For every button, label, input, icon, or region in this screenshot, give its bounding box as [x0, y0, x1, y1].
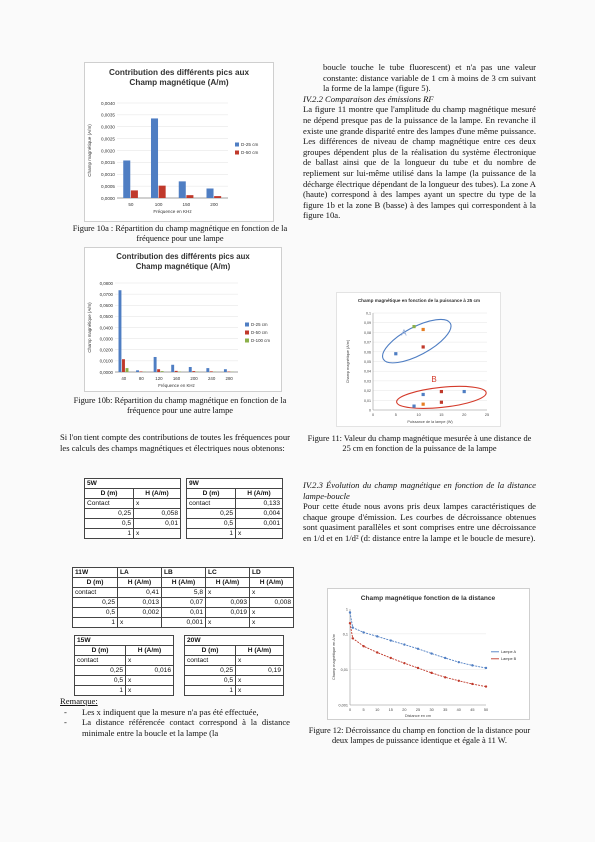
- data-point: [403, 662, 405, 664]
- x-axis-label: Fréquence en KHz: [153, 209, 192, 214]
- table-cell: 0,5: [73, 608, 118, 618]
- table-15w: [74, 635, 174, 696]
- table-cell: 0,25: [85, 509, 134, 519]
- x-tick-label: 5: [362, 708, 365, 712]
- x-tick-label: 50: [128, 202, 134, 207]
- legend-label: Lampe A: [501, 650, 516, 654]
- y-tick-label: 0,1: [366, 311, 371, 316]
- table-cell: x: [206, 588, 250, 598]
- y-tick-label: 0,07: [364, 340, 371, 345]
- data-point: [471, 683, 473, 685]
- y-tick-label: 0,1: [342, 632, 348, 637]
- legend-label: Lampe B: [501, 657, 517, 661]
- data-point: [390, 657, 392, 659]
- y-tick-label: 0,0000: [100, 195, 115, 201]
- table-cell: 1: [73, 618, 118, 628]
- x-tick-label: 240: [207, 376, 216, 381]
- col-header-h: H (A/m): [126, 646, 174, 656]
- y-axis-label: Champ magnétique (A/m): [87, 302, 92, 353]
- col-header-d: D (m): [75, 646, 126, 656]
- table-cell: x: [206, 618, 250, 628]
- y-tick-label: 0,0100: [99, 358, 113, 364]
- legend-swatch: [235, 151, 239, 155]
- figure-10b-svg: [85, 248, 281, 391]
- y-tick-label: 0,05: [364, 360, 371, 364]
- table-cell: 0,5: [85, 519, 134, 529]
- y-tick-label: 0,0030: [100, 124, 115, 130]
- bar: [140, 371, 143, 372]
- table-20w: [184, 635, 284, 696]
- table-11w: [72, 567, 294, 628]
- table-row: [75, 676, 174, 686]
- bar: [122, 359, 125, 372]
- x-tick-label: 35: [443, 708, 448, 712]
- table-cell: 0,093: [206, 598, 250, 608]
- bar: [179, 181, 186, 198]
- table-row: [85, 529, 181, 539]
- table-cell: x: [118, 618, 162, 628]
- data-point: [362, 645, 364, 647]
- chart-title-line: Champ magnétique (A/m): [129, 78, 229, 88]
- table-cell: 0,07: [162, 598, 206, 608]
- table-row: [85, 519, 181, 529]
- remark-block: [60, 696, 290, 738]
- col-header-d: D (m): [187, 489, 236, 499]
- x-tick-label: 15: [439, 413, 444, 417]
- table-cell: x: [250, 608, 294, 618]
- table-row: [185, 676, 284, 686]
- y-tick-label: 0,0040: [100, 100, 115, 106]
- table-row: [187, 509, 283, 519]
- bar: [192, 371, 195, 372]
- data-point: [412, 405, 415, 408]
- table-cell: 0,5: [75, 676, 126, 686]
- figure-12-caption: Figure 12: Décroissance du champ en fonction de la distance pour deux lampes de puissance identique et égale à 11 W.: [308, 726, 531, 746]
- data-point: [349, 622, 351, 624]
- y-tick-label: 0,02: [364, 389, 371, 394]
- table-cell: 1: [185, 686, 236, 696]
- bar: [189, 367, 192, 372]
- table-cell: 0,016: [126, 666, 174, 676]
- y-tick-label: 0,001: [338, 703, 348, 708]
- data-point: [471, 664, 473, 666]
- table-cell: x: [236, 676, 284, 686]
- x-tick-label: 20: [462, 413, 467, 417]
- data-point: [422, 393, 425, 396]
- bar: [214, 196, 221, 198]
- table-cell: 5,8: [162, 588, 206, 598]
- legend-label: D-50 cm: [251, 330, 268, 335]
- y-tick-label: 0,0300: [99, 336, 113, 342]
- region-a-ellipse: [377, 311, 457, 371]
- x-tick-label: 10: [416, 413, 421, 417]
- figure-11-caption: Figure 11: Valeur du champ magnétique mesurée à une distance de 25 cm en fonction de la puissance de la lampe: [307, 434, 532, 454]
- y-tick-label: 0,0600: [99, 303, 113, 309]
- intro-paragraph: Si l'on tient compte des contributions de toutes les fréquences pour les calculs des champs magnétiques et électriques nous obtenons:: [60, 432, 290, 453]
- chart-title: Champ magnétique en fonction de la puissance à 25 cm: [357, 298, 481, 303]
- y-tick-label: 0,0025: [100, 136, 115, 142]
- remark-list: [60, 707, 290, 739]
- table-cell: x: [126, 686, 174, 696]
- table-cell: x: [126, 656, 174, 666]
- table-cell: x: [134, 529, 181, 539]
- region-b-ellipse: [396, 383, 488, 412]
- legend-label: D-50 cm: [241, 150, 259, 155]
- data-point: [485, 667, 487, 669]
- figure-12-chart: [327, 588, 530, 720]
- data-point: [417, 667, 419, 669]
- table-title: 15W: [75, 636, 174, 646]
- table-title: 20W: [185, 636, 284, 646]
- y-tick-label: 0,01: [340, 667, 348, 672]
- bar: [126, 368, 129, 372]
- x-axis-label: Fréquence en KHz: [158, 383, 195, 388]
- y-tick-label: 0,0035: [100, 112, 115, 118]
- table-cell: x: [134, 499, 181, 509]
- y-axis-label: Champ magnétique en A/m: [332, 633, 336, 681]
- table-cell: 0,19: [236, 666, 284, 676]
- legend-swatch: [245, 323, 249, 327]
- table-row: [187, 529, 283, 539]
- table-cell: 1: [187, 529, 236, 539]
- table-cell: contact: [73, 588, 118, 598]
- table-cell: Contact: [85, 499, 134, 509]
- table-cell: 0,008: [250, 598, 294, 608]
- list-item: - Les x indiquent que la mesure n'a pas été effectuée,: [60, 707, 290, 718]
- table-cell: x: [250, 618, 294, 628]
- x-tick-label: 20: [402, 708, 407, 712]
- figure-10a-caption: Figure 10a : Répartition du champ magnétique en fonction de la fréquence pour une lampe: [72, 224, 288, 244]
- x-tick-label: 100: [154, 202, 163, 207]
- legend-swatch: [245, 331, 249, 335]
- data-point: [376, 635, 378, 637]
- bar: [123, 160, 130, 198]
- y-tick-label: 0,04: [364, 369, 371, 374]
- data-point: [463, 390, 466, 393]
- col-header-d: D (m): [73, 578, 118, 588]
- table-cell: 0,25: [75, 666, 126, 676]
- y-tick-label: 0,0500: [99, 314, 113, 320]
- table-cell: 0,01: [162, 608, 206, 618]
- table-cell: 1: [85, 529, 134, 539]
- x-tick-label: 80: [138, 376, 144, 381]
- bar: [210, 371, 213, 372]
- section-4-2-3: [303, 480, 536, 544]
- data-point: [352, 637, 354, 639]
- table-row: [185, 686, 284, 696]
- region-b-label: B: [431, 374, 437, 384]
- x-tick-label: 40: [456, 708, 461, 712]
- table-cell: 0,01: [134, 519, 181, 529]
- bar: [119, 290, 122, 372]
- table-title: 5W: [85, 479, 181, 489]
- y-tick-label: 0,0005: [100, 183, 115, 189]
- bar: [171, 365, 174, 372]
- x-tick-label: 30: [429, 708, 434, 712]
- x-tick-label: 200: [190, 376, 198, 381]
- col-group-lc: LC: [206, 568, 250, 578]
- y-tick-label: 0,09: [364, 321, 371, 326]
- x-tick-label: 5: [394, 413, 397, 417]
- chart-title: Champ magnétique fonction de la distance: [360, 595, 496, 602]
- table-9w: [186, 478, 283, 539]
- section-heading-4-2-3: IV.2.3 Évolution du champ magnétique en fonction de la distance lampe-boucle: [303, 480, 536, 501]
- table-row: [75, 666, 174, 676]
- table-cell: contact: [187, 499, 236, 509]
- data-point: [403, 643, 405, 645]
- table-cell: 0,25: [187, 509, 236, 519]
- table-cell: 0,004: [236, 509, 283, 519]
- x-tick-label: 0: [348, 708, 352, 712]
- y-axis-label: Champ magnétique (A/m): [346, 339, 350, 384]
- col-header-h: H (A/m): [162, 578, 206, 588]
- table-row: [75, 686, 174, 696]
- legend-label: D-25 cm: [241, 142, 259, 147]
- x-tick-label: 25: [484, 413, 490, 417]
- y-tick-label: 1: [345, 607, 348, 612]
- series-line: [350, 612, 486, 668]
- table-cell: 0,001: [236, 519, 283, 529]
- paragraph-continuation: boucle touche le tube fluorescent) et n'a pas une valeur constante: distance variable de 1 cm à moins de 3 cm suivant la forme de la lampe (figure 5).: [323, 62, 536, 94]
- data-point: [485, 685, 487, 687]
- figure-10b-caption: Figure 10b: Répartition du champ magnétique en fonction de la fréquence pour une autre lampe: [73, 396, 287, 416]
- data-point: [417, 648, 419, 650]
- table-cell: 0,002: [118, 608, 162, 618]
- bar: [175, 371, 178, 372]
- y-tick-label: 0,03: [364, 379, 371, 384]
- table-cell: 0,001: [162, 618, 206, 628]
- col-header-h: H (A/m): [250, 578, 294, 588]
- x-tick-label: 0: [371, 413, 375, 417]
- y-tick-label: 0: [369, 408, 371, 413]
- table-row: [75, 656, 174, 666]
- y-axis-label: Champ magnétique (A/m): [87, 124, 92, 177]
- bar: [161, 371, 164, 372]
- data-point: [458, 661, 460, 663]
- col-header-h: H (A/m): [118, 578, 162, 588]
- table-cell: 0,5: [185, 676, 236, 686]
- chart-title-line: Champ magnétique (A/m): [135, 261, 231, 271]
- bar: [154, 357, 157, 372]
- right-column-text: [303, 62, 536, 221]
- table-title: 11W: [73, 568, 118, 578]
- list-item: - La distance référencée contact correspond à la distance minimale entre la boucle et la lampe (la: [60, 717, 290, 738]
- y-tick-label: 0,0800: [99, 280, 113, 286]
- table-row: [73, 588, 294, 598]
- data-point: [376, 651, 378, 653]
- col-header-h: H (A/m): [236, 489, 283, 499]
- table-row: [73, 598, 294, 608]
- table-title: 9W: [187, 479, 283, 489]
- figure-10a-chart: [84, 62, 274, 222]
- data-point: [349, 611, 351, 613]
- y-tick-label: 0,08: [364, 330, 371, 335]
- legend-label: D-25 cm: [251, 322, 268, 327]
- data-point: [422, 328, 425, 331]
- col-header-d: D (m): [85, 489, 134, 499]
- region-a-label: A: [401, 328, 407, 338]
- data-point: [440, 390, 443, 393]
- data-point: [440, 401, 443, 404]
- y-tick-label: 0,01: [364, 398, 371, 403]
- table-cell: 0,25: [185, 666, 236, 676]
- y-tick-label: 0,0010: [100, 172, 115, 178]
- table-cell: 0,058: [134, 509, 181, 519]
- table-row: [85, 509, 181, 519]
- col-group-ld: LD: [250, 568, 294, 578]
- paragraph-4-2-2: La figure 11 montre que l'amplitude du champ magnétique mesuré ne dépend presque pas de la puissance de la lampe. En revanche il existe une grande disparité entre des lampes d'une même puissance. Les différences de niveau de champ magnétique entre ces deux groupes dépendent plus de la réalisation du système électronique de ballast ainsi que de la longueur du tube et du nombre de repliement sur lui-même utilisé dans la lampe (la puissance de la décharge électrique dépendant de la longueur des tubes). La zone A (haute) correspond à des lampes ayant un spectre du type de la figure 1b et la zone B (basse) à des lampes qui correspondent à la figure 10a.: [303, 104, 536, 221]
- table-row: [85, 499, 181, 509]
- y-tick-label: 0,0000: [99, 369, 113, 375]
- table-cell: 0,41: [118, 588, 162, 598]
- table-cell: contact: [75, 656, 126, 666]
- data-point: [390, 639, 392, 641]
- table-cell: 0,25: [73, 598, 118, 608]
- bar: [206, 368, 209, 372]
- y-tick-label: 0,0020: [100, 148, 115, 154]
- table-row: [73, 608, 294, 618]
- data-point: [412, 325, 415, 328]
- table-row: [187, 499, 283, 509]
- legend-swatch: [245, 339, 249, 343]
- y-tick-label: 0,0700: [99, 291, 113, 297]
- col-group-la: LA: [118, 568, 162, 578]
- table-cell: 1: [75, 686, 126, 696]
- chart-title-line: Contribution des différents pics aux: [116, 252, 250, 261]
- x-tick-label: 120: [155, 376, 163, 381]
- col-header-h: H (A/m): [134, 489, 181, 499]
- data-point: [422, 345, 425, 348]
- bar: [206, 189, 213, 199]
- data-point: [444, 676, 446, 678]
- data-point: [422, 403, 425, 406]
- x-axis-label: Puissance de la lampe (W): [407, 420, 453, 424]
- table-row: [185, 656, 284, 666]
- legend-label: D-100 cm: [251, 338, 271, 343]
- table-cell: x: [236, 529, 283, 539]
- section-heading-4-2-2: IV.2.2 Comparaison des émissions RF: [303, 93, 434, 104]
- data-point: [430, 672, 432, 674]
- data-point: [430, 652, 432, 654]
- table-cell: 0,019: [206, 608, 250, 618]
- bar: [224, 369, 227, 372]
- remark-title: Remarque:: [60, 696, 98, 706]
- y-tick-label: 0,0200: [99, 347, 113, 353]
- table-row: [185, 666, 284, 676]
- legend-swatch: [235, 143, 239, 147]
- x-tick-label: 15: [388, 708, 393, 712]
- table-cell: x: [236, 686, 284, 696]
- figure-10a-svg: [85, 63, 273, 221]
- x-axis-label: Distance en cm: [404, 714, 432, 718]
- chart-title-line: Contribution des différents pics aux: [108, 68, 250, 77]
- table-cell: 0,133: [236, 499, 283, 509]
- table-row: [73, 618, 294, 628]
- table-cell: x: [236, 656, 284, 666]
- table-cell: x: [126, 676, 174, 686]
- col-header-h: H (A/m): [236, 646, 284, 656]
- x-tick-label: 50: [483, 708, 489, 712]
- data-point: [394, 352, 397, 355]
- x-tick-label: 280: [225, 376, 233, 381]
- x-tick-label: 10: [375, 708, 380, 712]
- col-header-d: D (m): [185, 646, 236, 656]
- x-tick-label: 200: [210, 202, 218, 207]
- y-tick-label: 0,0015: [100, 160, 115, 166]
- table-cell: x: [250, 588, 294, 598]
- x-tick-label: 45: [470, 708, 475, 712]
- series-line: [350, 623, 486, 686]
- figure-12-svg: [328, 589, 529, 719]
- data-point: [362, 631, 364, 633]
- data-point: [352, 626, 354, 628]
- table-cell: contact: [185, 656, 236, 666]
- figure-10b-chart: [84, 247, 282, 392]
- x-tick-label: 25: [415, 708, 421, 712]
- paragraph-4-2-3: Pour cette étude nous avons pris deux lampes caractéristiques de chaque groupe d'émission. Les courbes de décroissance obtenues sont quasiment parallèles et sont comprises entre une décroissance en 1/d et en 1/d² (d: distance entre la lampe et le boucle de mesure).: [303, 501, 536, 543]
- bar: [136, 370, 139, 372]
- x-tick-label: 150: [182, 202, 191, 207]
- bar: [186, 195, 193, 198]
- x-tick-label: 160: [172, 376, 181, 381]
- table-5w: [84, 478, 181, 539]
- col-group-lb: LB: [162, 568, 206, 578]
- figure-11-svg: [337, 293, 500, 426]
- bar: [159, 186, 166, 198]
- data-point: [444, 657, 446, 659]
- figure-11-chart: [336, 292, 501, 427]
- bar: [151, 118, 158, 198]
- y-tick-label: 0,06: [364, 350, 371, 355]
- table-row: [187, 519, 283, 529]
- x-tick-label: 40: [121, 376, 127, 381]
- bar: [131, 190, 138, 198]
- data-point: [458, 680, 460, 682]
- table-cell: 0,013: [118, 598, 162, 608]
- bar: [157, 369, 160, 372]
- col-header-h: H (A/m): [206, 578, 250, 588]
- table-cell: 0,5: [187, 519, 236, 529]
- y-tick-label: 0,0400: [99, 325, 113, 331]
